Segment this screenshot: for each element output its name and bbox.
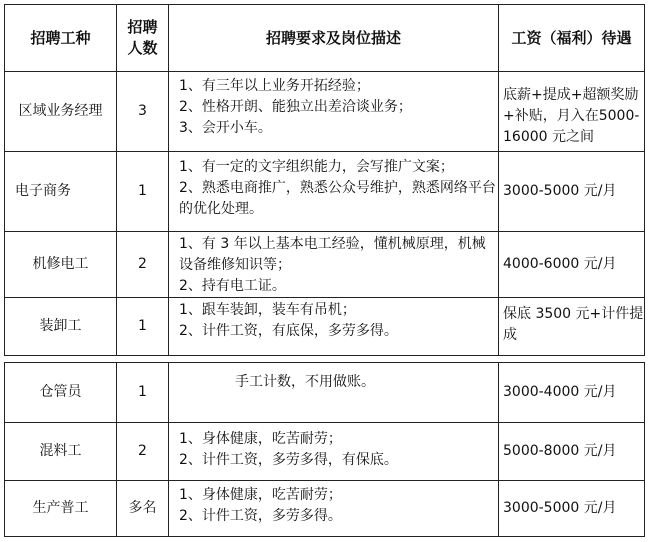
header-requirements: 招聘要求及岗位描述 (169, 5, 499, 72)
requirement-line: 2、熟悉电商推广，熟悉公众号维护，熟悉网络平台的优化处理。 (179, 180, 496, 217)
salary: 底薪+提成+超额奖励+补贴，月入在5000-16000 元之间 (499, 72, 645, 152)
requirement-line: 手工计数，不用做账。 (179, 374, 375, 390)
job-title: 生产普工 (5, 481, 117, 537)
table-row (5, 72, 645, 152)
headcount: 1 (117, 363, 169, 423)
headcount: 多名 (117, 481, 169, 537)
job-title: 机修电工 (5, 232, 117, 298)
table-row (5, 423, 645, 481)
requirement-line: 2、计件工资，多劳多得，有保底。 (179, 452, 398, 468)
headcount: 3 (117, 72, 169, 152)
job-requirements (169, 152, 499, 232)
job-requirements (169, 72, 499, 152)
requirement-line: 1、有三年以上业务开拓经验； (179, 78, 370, 94)
job-title: 仓管员 (5, 363, 117, 423)
table-row (5, 152, 645, 232)
headcount: 1 (117, 152, 169, 232)
job-requirements (169, 298, 499, 356)
job-requirements (169, 423, 499, 481)
headcount: 1 (117, 298, 169, 356)
requirement-line: 1、身体健康，吃苦耐劳； (179, 487, 342, 503)
table-row (5, 232, 645, 298)
header-count-line1: 招聘 (127, 18, 158, 36)
requirement-line: 1、有 3 年以上基本电工经验，懂机械原理，机械设备维修知识等； (179, 236, 486, 273)
recruitment-table-1 (4, 4, 645, 356)
requirement-line: 1、有一定的文字组织能力，会写推广文案； (179, 159, 454, 175)
job-title: 混料工 (5, 423, 117, 481)
header-salary: 工资（福利）待遇 (499, 5, 645, 72)
table-row (5, 481, 645, 537)
job-requirements (169, 481, 499, 537)
requirement-line: 1、跟车装卸，装车有吊机； (179, 302, 356, 318)
requirement-line: 2、计件工资，多劳多得。 (179, 508, 342, 524)
salary: 5000-8000 元/月 (499, 423, 645, 481)
job-title: 装卸工 (5, 298, 117, 356)
recruitment-table-2 (4, 362, 645, 537)
salary: 3000-4000 元/月 (499, 363, 645, 423)
requirement-line: 1、身体健康，吃苦耐劳； (179, 431, 342, 447)
job-title: 区域业务经理 (5, 72, 117, 152)
job-requirements (169, 232, 499, 298)
salary: 3000-5000 元/月 (499, 152, 645, 232)
table-row (5, 298, 645, 356)
job-title: 电子商务 (5, 152, 117, 232)
requirement-line: 2、计件工资，有底保，多劳多得。 (179, 323, 398, 339)
requirement-line: 3、会开小车。 (179, 120, 272, 136)
headcount: 2 (117, 232, 169, 298)
header-count-line2: 人数 (127, 39, 158, 57)
table-header-row (5, 5, 645, 72)
requirement-line: 2、持有电工证。 (179, 278, 286, 294)
table-row (5, 363, 645, 423)
header-count (117, 5, 169, 72)
salary: 4000-6000 元/月 (499, 232, 645, 298)
header-job: 招聘工种 (5, 5, 117, 72)
salary: 保底 3500 元+计件提成 (499, 298, 645, 356)
headcount: 2 (117, 423, 169, 481)
requirement-line: 2、性格开朗、能独立出差洽谈业务； (179, 99, 412, 115)
salary: 3000-5000 元/月 (499, 481, 645, 537)
job-requirements (169, 363, 499, 423)
